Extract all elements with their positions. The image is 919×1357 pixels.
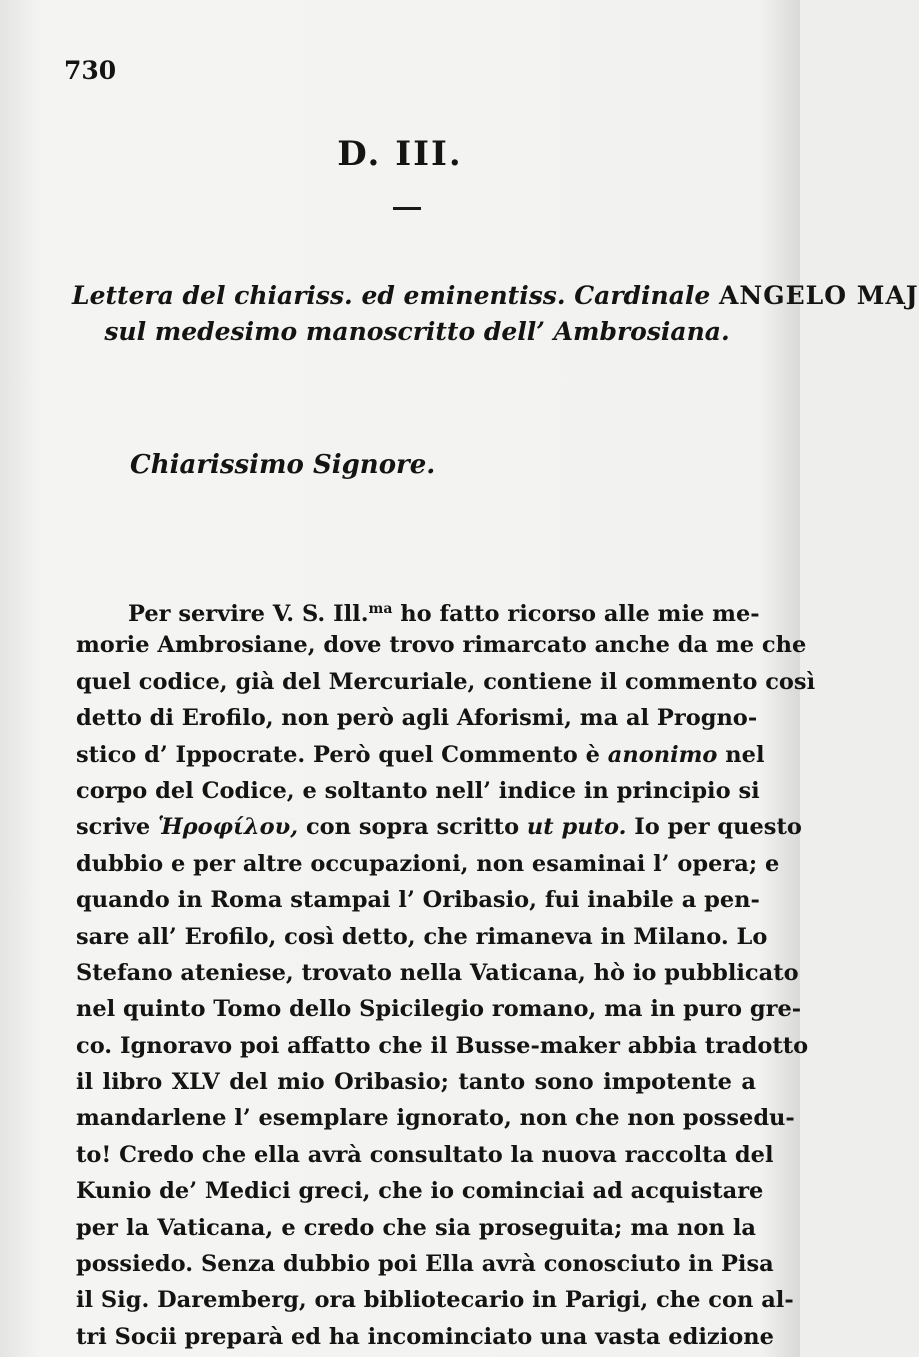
page-number: 730 [64, 56, 117, 85]
body-line: corpo del Codice, e soltanto nell’ indice in principio si [76, 777, 760, 804]
title-line-2: sul medesimo manoscritto dell’ Ambrosiana. [104, 317, 730, 346]
body-line: Stefano ateniese, trovato nella Vaticana, hò io pubblicato [76, 959, 799, 986]
body-line: possiedo. Senza dubbio poi Ella avrà conosciuto in Pisa [76, 1251, 774, 1278]
section-heading: D. III. [337, 134, 463, 174]
body-line: Per servire V. S. Ill.$^{ma}$ ho fatto ricorso alle mie me- [128, 601, 760, 627]
body-line: sare all’ Erofilo, così detto, che rimaneva in Milano. Lo [76, 923, 768, 950]
body-line: per la Vaticana, e credo che sia proseguita; ma non la [76, 1214, 756, 1241]
section-divider [393, 207, 421, 210]
salutation: Chiarissimo Signore. [130, 450, 436, 480]
body-line: tri Socii preparà ed ha incominciato una vasta edizione [76, 1323, 774, 1350]
body-line: quel codice, già del Mercuriale, contiene il commento così [76, 668, 816, 695]
body-line: morie Ambrosiane, dove trovo rimarcato anche da me che [76, 632, 807, 659]
body-line: Kunio de’ Medici greci, che io cominciai ad acquistare [76, 1178, 764, 1205]
body-line: mandarlene l’ esemplare ignorato, non che non possedu- [76, 1105, 795, 1132]
body-line: nel quinto Tomo dello Spicilegio romano, ma in puro gre- [76, 996, 802, 1023]
body-line: quando in Roma stampai l’ Oribasio, fui inabile a pen- [76, 887, 760, 914]
body-line: il libro XLV del mio Oribasio; tanto sono impotente a [76, 1069, 756, 1096]
body-line: dubbio e per altre occupazioni, non esaminai l’ opera; e [76, 850, 780, 877]
body-line: il Sig. Daremberg, ora bibliotecario in Parigi, che con al- [76, 1287, 794, 1314]
body-line: co. Ignoravo poi affatto che il Busse-maker abbia tradotto [76, 1032, 809, 1059]
body-line: to! Credo che ella avrà consultato la nuova raccolta del [76, 1141, 774, 1168]
title-line-1: Lettera del chiariss. ed eminentiss. Cardinale ANGELO MAJ [72, 281, 919, 310]
body-line: scrive Ἡροφίλου, con sopra scritto ut puto. Io per questo [76, 814, 802, 841]
letter-title [72, 278, 919, 350]
cardinal-name: ANGELO MAJ [719, 281, 919, 310]
letter-body [76, 591, 816, 1355]
body-line: stico d’ Ippocrate. Però quel Commento è anonimo nel [76, 741, 765, 768]
body-line: detto di Erofilo, non però agli Aforismi, ma al Progno- [76, 705, 758, 732]
